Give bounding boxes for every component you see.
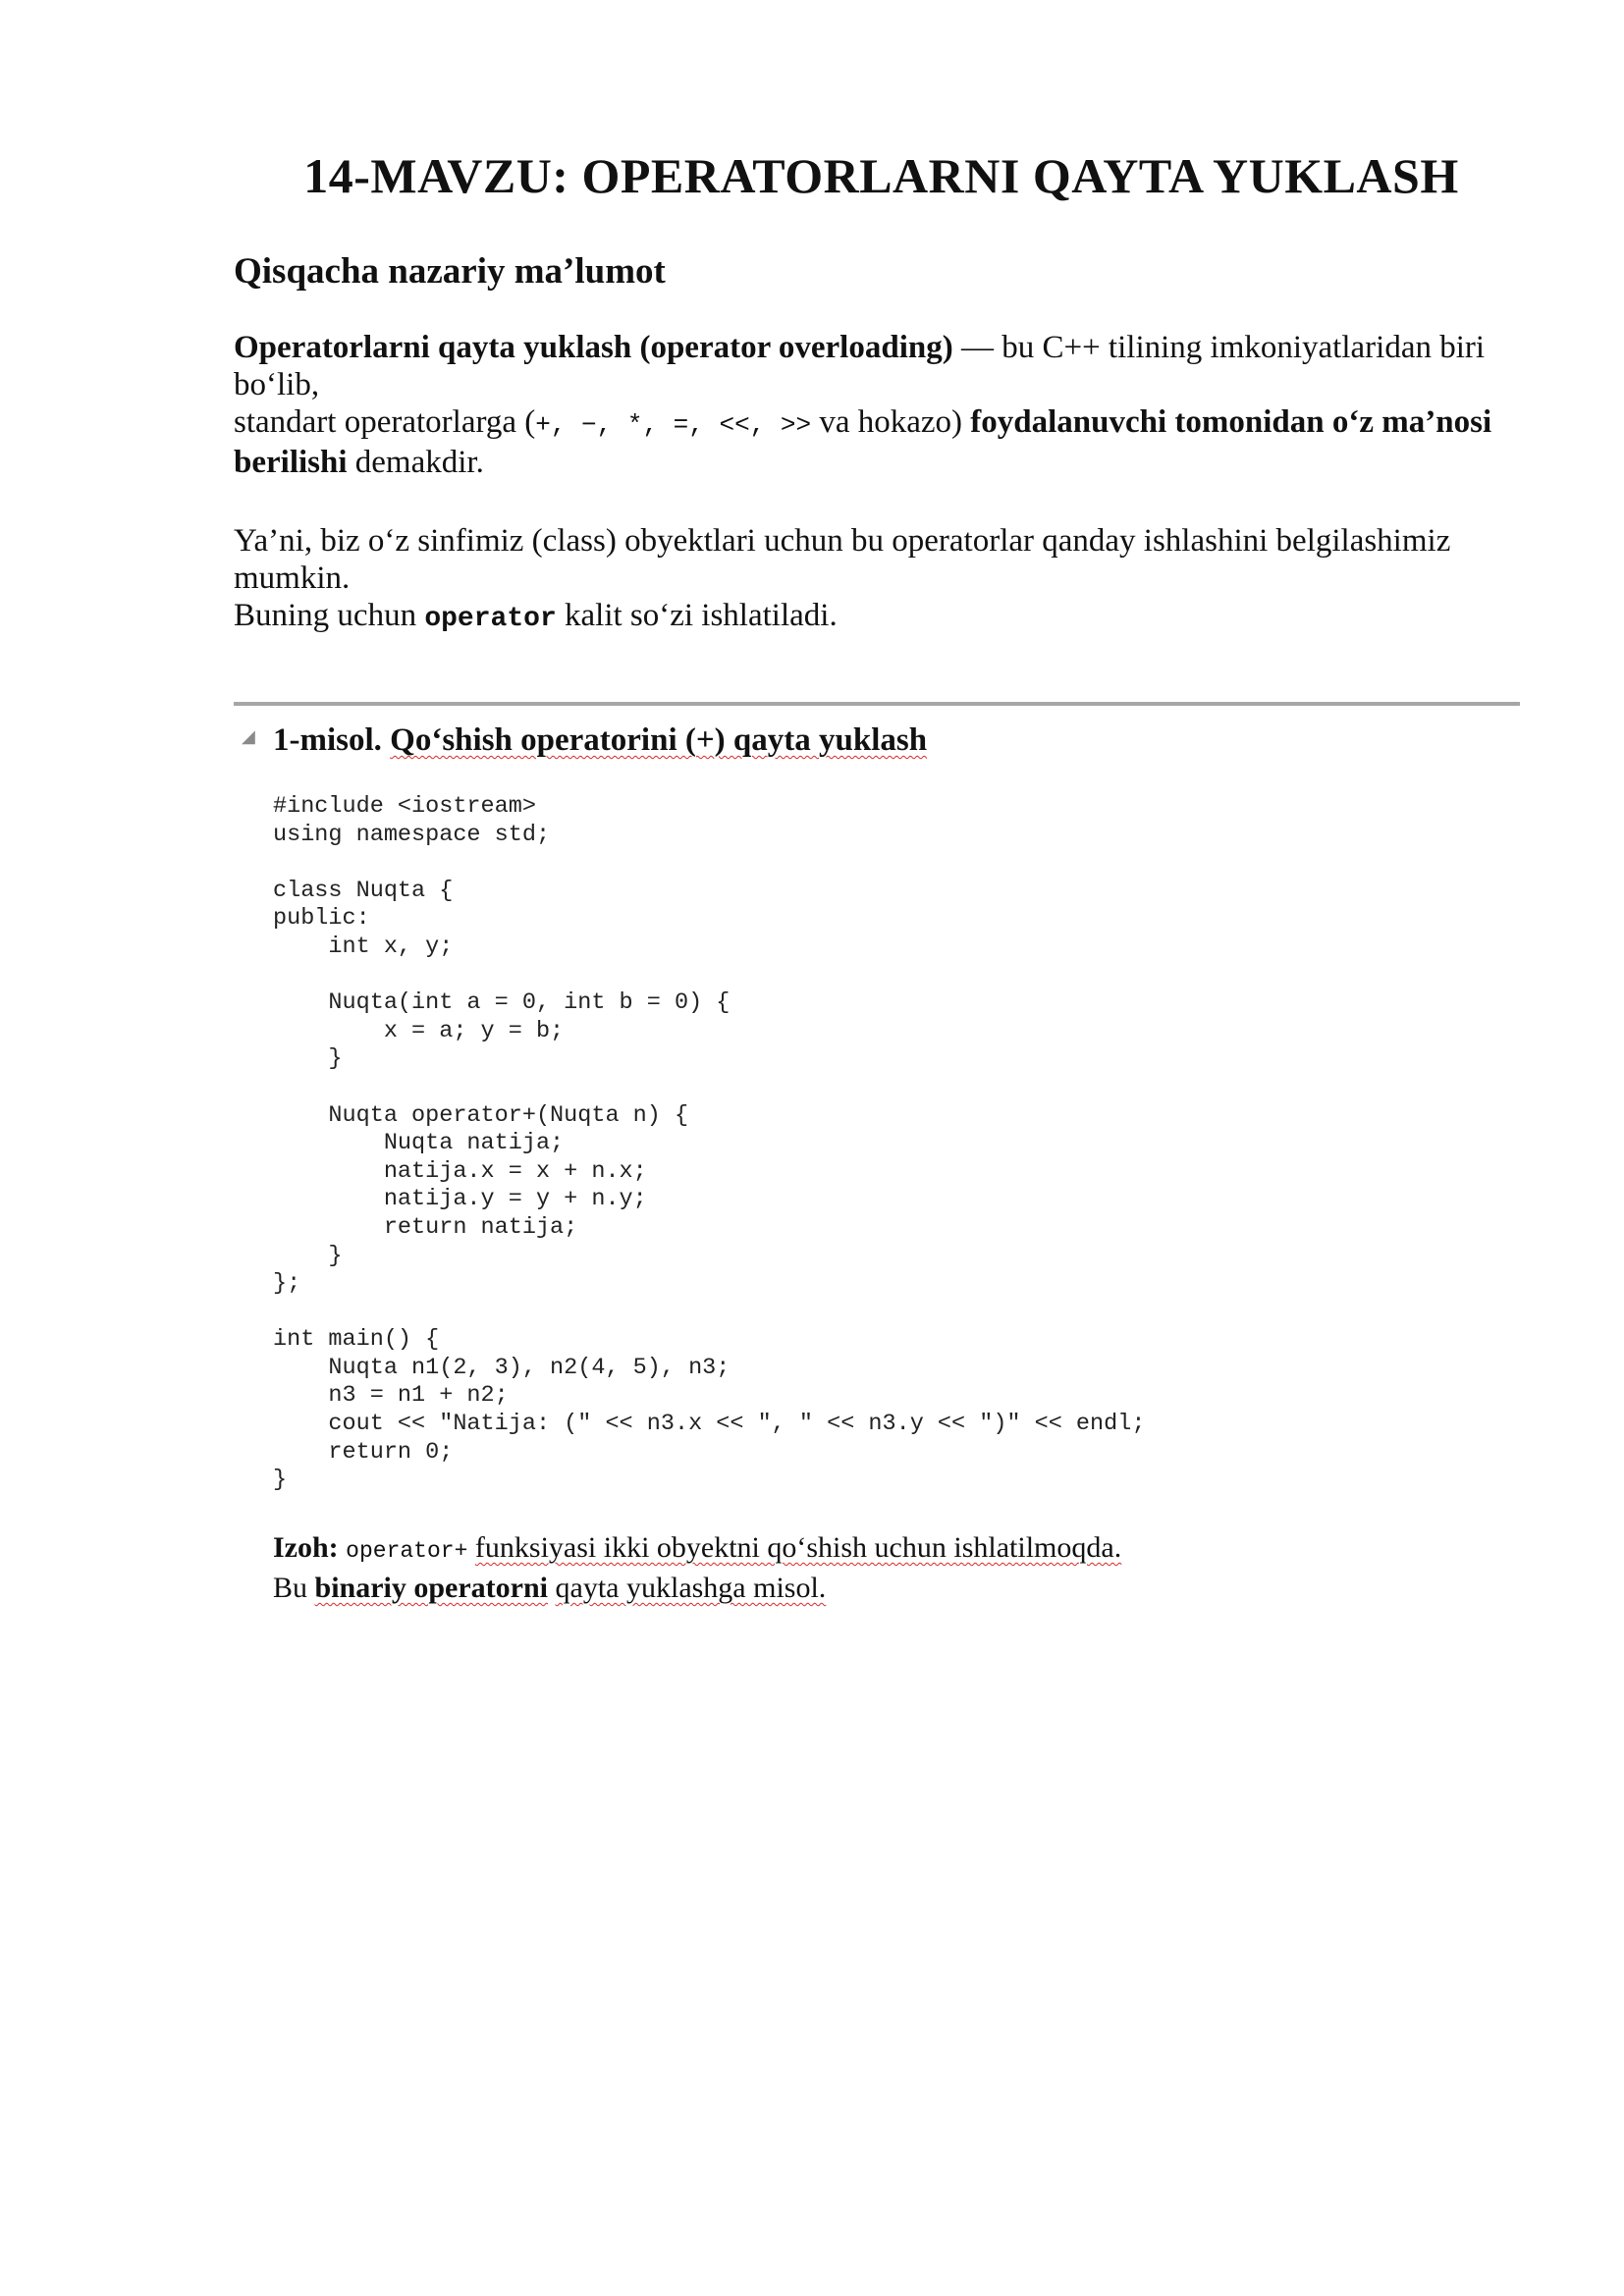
intro-paragraph — [234, 329, 1520, 481]
collapse-triangle-icon[interactable]: ◢ — [242, 726, 255, 747]
code-line: Nuqta natija; — [273, 1130, 565, 1157]
explanation-paragraph — [234, 522, 1520, 638]
code-line: } — [273, 1242, 343, 1269]
intro-text: standart operatorlarga ( — [234, 404, 536, 440]
code-line: int x, y; — [273, 933, 454, 960]
code-line: return 0; — [273, 1438, 454, 1466]
code-line: Nuqta(int a = 0, int b = 0) { — [273, 989, 731, 1017]
code-line: natija.y = y + n.y; — [273, 1186, 647, 1213]
intro-bold-definition: foydalanuvchi tomonidan o‘z ma’nosi — [970, 404, 1492, 440]
intro-text: demakdir. — [347, 445, 484, 480]
code-line: using namespace std; — [273, 821, 551, 848]
code-line: class Nuqta { — [273, 877, 454, 904]
intro-text: bo‘lib, — [234, 367, 320, 402]
note-bold-term: binariy operatorni — [314, 1572, 549, 1604]
intro-bold-definition: berilishi — [234, 445, 348, 480]
operator-keyword: operator — [424, 604, 557, 634]
page-title: 14-MAVZU: OPERATORLARNI QAYTA YUKLASH — [303, 148, 1459, 203]
code-line: Nuqta n1(2, 3), n2(4, 5), n3; — [273, 1354, 731, 1381]
code-line: cout << "Natija: (" << n3.x << ", " << n3.y << ")" << endl; — [273, 1411, 1146, 1438]
code-line: int main() { — [273, 1326, 440, 1354]
operator-list: +, −, *, =, <<, >> — [535, 410, 812, 440]
note-text: Bu — [273, 1572, 308, 1604]
code-line — [273, 849, 1145, 878]
code-line: n3 = n1 + n2; — [273, 1382, 509, 1410]
code-line — [273, 962, 1145, 990]
note-text: qayta yuklashga misol. — [555, 1572, 827, 1604]
code-line — [273, 1074, 1145, 1102]
explanation-text: kalit so‘zi ishlatiladi. — [556, 598, 838, 633]
code-line: Nuqta operator+(Nuqta n) { — [273, 1101, 689, 1129]
code-line: } — [273, 1467, 288, 1494]
note-code: operator+ — [346, 1538, 468, 1564]
example-heading: Qo‘shish operatorini (+) qayta yuklash — [390, 722, 928, 758]
intro-bold-term: Operatorlarni qayta yuklash (operator overloading) — [234, 330, 953, 365]
explanation-text: Ya’ni, biz o‘z sinfimiz (class) obyektlari uchun bu operatorlar qanday ishlashini belgilashimiz — [234, 523, 1451, 559]
section-subtitle: Qisqacha nazariy ma’lumot — [234, 251, 666, 292]
code-line: return natija; — [273, 1213, 578, 1241]
code-line: x = a; y = b; — [273, 1017, 565, 1044]
explanation-text: mumkin. — [234, 561, 351, 596]
explanation-text: Buning uchun — [234, 598, 425, 633]
intro-text: — bu C++ tilining imkoniyatlaridan biri — [952, 330, 1486, 365]
code-line: #include <iostream> — [273, 793, 536, 820]
code-line: }; — [273, 1270, 301, 1298]
code-line: public: — [273, 905, 370, 933]
section-divider — [234, 702, 1520, 706]
note-label: Izoh: — [273, 1531, 339, 1564]
intro-text: va hokazo) — [811, 404, 971, 440]
example-title — [273, 717, 927, 764]
code-line: natija.x = x + n.x; — [273, 1157, 647, 1185]
example-note — [273, 1529, 1121, 1607]
note-text: funksiyasi ikki obyektni qo‘shish uchun ishlatilmoqda. — [474, 1531, 1122, 1564]
code-line — [273, 1299, 1145, 1327]
code-line: } — [273, 1045, 343, 1073]
example-number: 1-misol. — [273, 722, 382, 758]
code-listing — [273, 793, 1145, 1495]
